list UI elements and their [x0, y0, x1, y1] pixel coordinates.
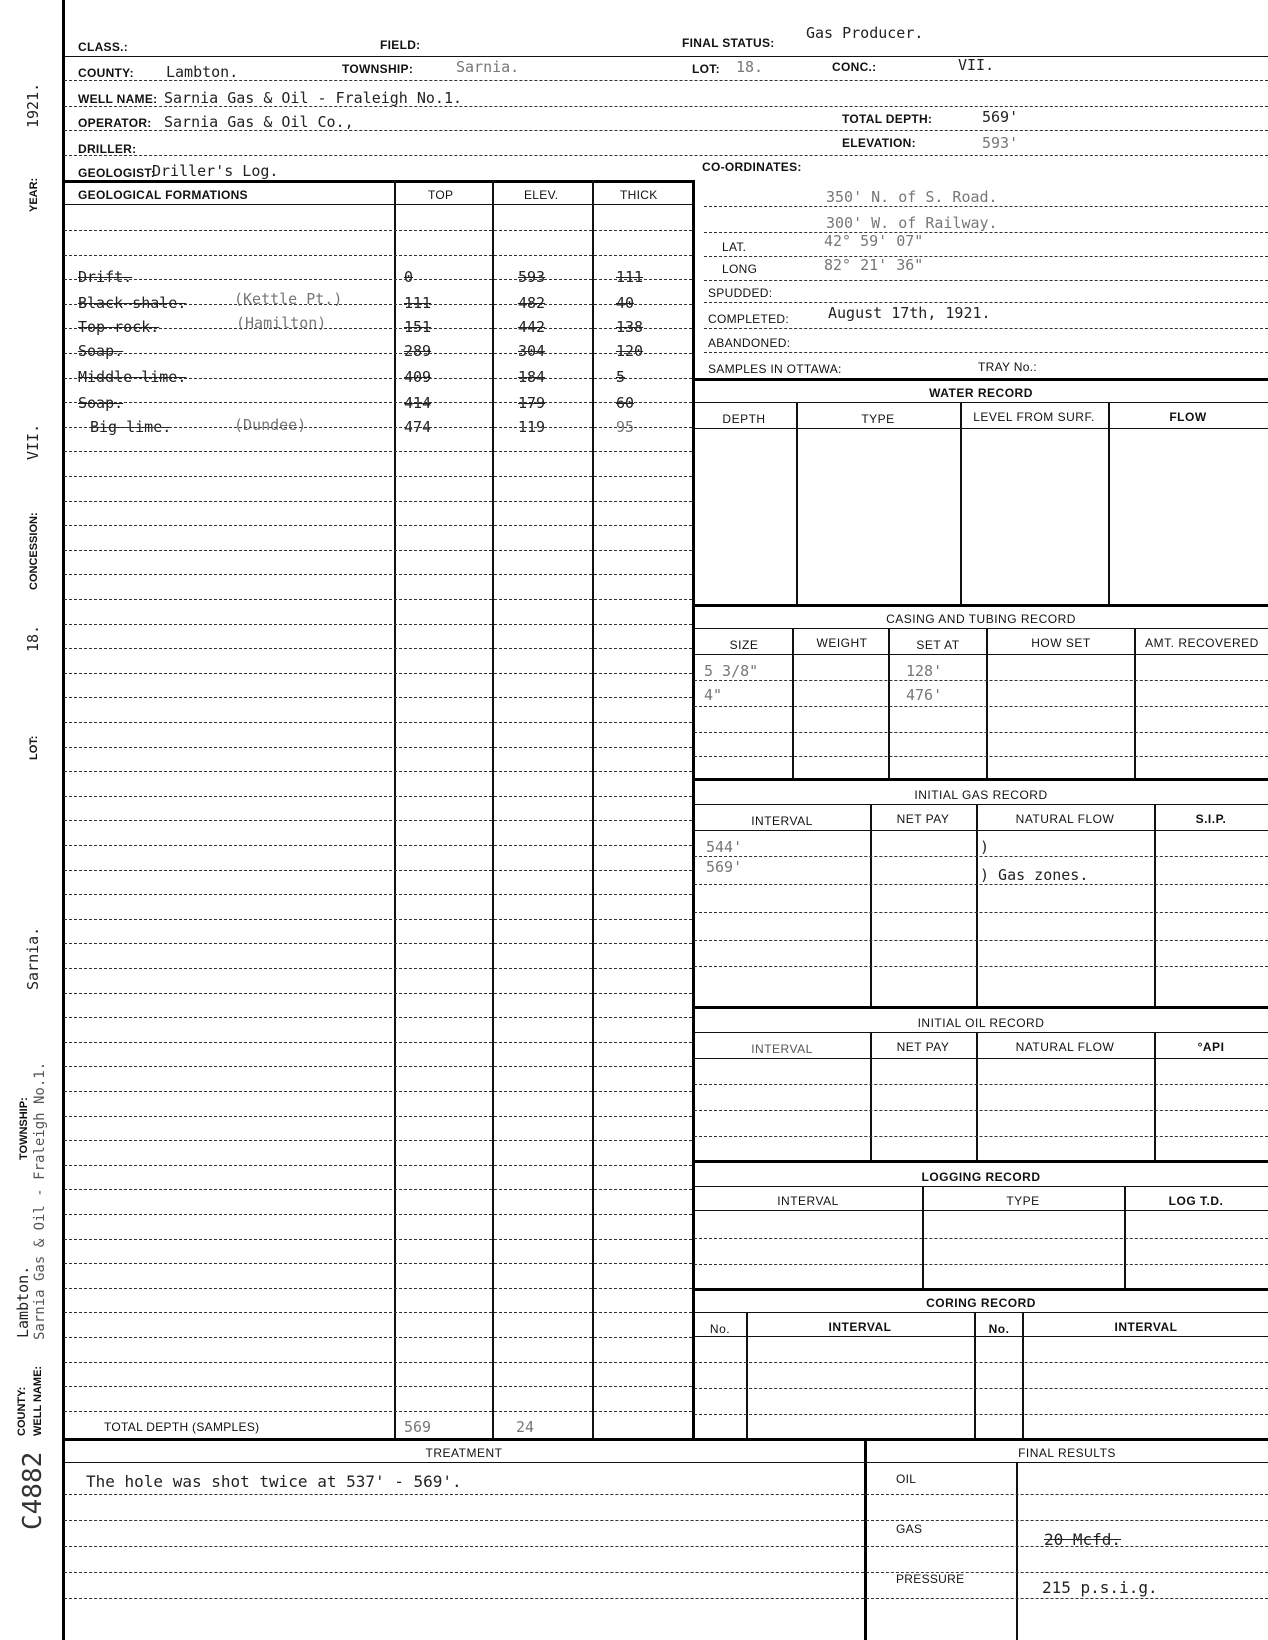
- sidebar-well-label: WELL NAME:: [32, 1365, 44, 1436]
- operator-label: OPERATOR:: [78, 116, 152, 130]
- formation-ruled-line: [64, 697, 692, 698]
- gas-rule-1: [694, 856, 1268, 857]
- formation-ruled-line: [64, 304, 692, 305]
- formations-col-divider-3: [592, 180, 594, 1438]
- field-label: FIELD:: [380, 38, 421, 52]
- results-pressure-value: 215 p.s.i.g.: [1042, 1578, 1158, 1597]
- total-depth-samples-elev: 24: [516, 1418, 535, 1436]
- top-header: TOP: [428, 188, 454, 202]
- sidebar-well-value: Sarnia Gas & Oil - Fraleigh No.1.: [32, 1061, 48, 1340]
- logging-record-title: LOGGING RECORD: [921, 1170, 1041, 1184]
- driller-label: DRILLER:: [78, 142, 137, 156]
- sidebar-county-value: Lambton.: [14, 1265, 32, 1338]
- casing-size: 4": [704, 686, 723, 704]
- lat-value: 42° 59' 07": [824, 232, 924, 250]
- water-title-rule: [694, 402, 1268, 403]
- coring-record-title: CORING RECORD: [926, 1296, 1036, 1310]
- results-rule-1: [866, 1494, 1268, 1495]
- formations-right-border: [692, 180, 695, 1438]
- coord-rule-5: [704, 302, 1268, 303]
- logging-rule-2: [694, 1264, 1268, 1265]
- results-rule-5: [866, 1598, 1268, 1599]
- formation-ruled-line: [64, 599, 692, 600]
- coring-divider-1: [746, 1312, 748, 1438]
- long-label: LONG: [722, 262, 758, 276]
- abandoned-label: ABANDONED:: [708, 336, 791, 350]
- gas-flow-2: ) Gas zones.: [980, 866, 1089, 884]
- county-value: Lambton.: [166, 63, 239, 81]
- gas-interval-2: 569': [706, 858, 743, 876]
- water-flow-header: FLOW: [1169, 410, 1207, 424]
- elev-header: ELEV.: [524, 188, 559, 202]
- gas-title-rule: [694, 804, 1268, 805]
- samples-in-ottawa-label: SAMPLES IN OTTAWA:: [708, 362, 842, 376]
- formation-top: 414: [404, 394, 432, 412]
- lat-label: LAT.: [722, 240, 747, 254]
- formation-ruled-line: [64, 1263, 692, 1264]
- document-number: C4882: [18, 1451, 48, 1530]
- sidebar-lot-label: LOT:: [28, 735, 40, 760]
- formation-ruled-line: [64, 1017, 692, 1018]
- formation-ruled-line: [64, 919, 692, 920]
- sidebar-year-label: YEAR:: [28, 177, 40, 212]
- gas-rule-5: [694, 966, 1268, 967]
- logging-divider-1: [922, 1186, 924, 1288]
- final-results-title: FINAL RESULTS: [1018, 1446, 1116, 1460]
- formation-thick: 120: [616, 342, 644, 360]
- oil-rule-3: [694, 1136, 1268, 1137]
- coring-title-rule: [694, 1312, 1268, 1313]
- treatment-rule-3: [64, 1546, 864, 1547]
- formation-ruled-line: [64, 673, 692, 674]
- oil-header-rule: [694, 1058, 1268, 1059]
- tray-label: TRAY No.:: [978, 360, 1037, 374]
- casing-amt-recovered-header: AMT. RECOVERED: [1145, 636, 1259, 650]
- formation-ruled-line: [64, 1288, 692, 1289]
- gas-divider-2: [976, 804, 978, 1006]
- casing-weight-header: WEIGHT: [816, 636, 868, 650]
- water-record-title: WATER RECORD: [929, 386, 1033, 400]
- formation-note: (Kettle Pt.): [234, 290, 343, 308]
- formation-elev: 593: [518, 268, 546, 286]
- formation-ruled-line: [64, 747, 692, 748]
- township-value: Sarnia.: [456, 58, 520, 76]
- casing-title-rule: [694, 628, 1268, 629]
- gas-bottom-rule: [694, 1006, 1268, 1009]
- formation-ruled-line: [64, 1239, 692, 1240]
- coordinates-label: CO-ORDINATES:: [702, 160, 802, 174]
- casing-set-at: 128': [906, 662, 943, 680]
- formation-ruled-line: [64, 1312, 692, 1313]
- water-depth-header: DEPTH: [722, 412, 766, 426]
- oil-api-header: °API: [1197, 1040, 1225, 1054]
- formation-top: 151: [404, 318, 432, 336]
- formation-elev: 304: [518, 342, 546, 360]
- formations-header: GEOLOGICAL FORMATIONS: [78, 188, 248, 202]
- conc-value: VII.: [958, 56, 995, 74]
- casing-set-at: 476': [906, 686, 943, 704]
- oil-interval-header: INTERVAL: [751, 1042, 813, 1056]
- treatment-rule-2: [64, 1520, 864, 1521]
- header-rule-6: [64, 180, 694, 183]
- coord-rule-4: [704, 280, 1268, 281]
- coring-rule-1: [694, 1362, 1268, 1363]
- coring-divider-2: [974, 1312, 976, 1438]
- formation-ruled-line: [64, 894, 692, 895]
- header-rule-2: [64, 80, 1268, 81]
- water-divider-3: [1108, 402, 1110, 604]
- casing-size: 5 3/8": [704, 662, 759, 680]
- oil-rule-1: [694, 1084, 1268, 1085]
- header-rule-5: [64, 155, 1268, 156]
- water-divider-1: [796, 402, 798, 604]
- gas-record-title: INITIAL GAS RECORD: [914, 788, 1048, 802]
- formation-ruled-line: [64, 1042, 692, 1043]
- coord-rule-2: [704, 232, 1268, 233]
- spudded-label: SPUDDED:: [708, 286, 773, 300]
- coring-rule-2: [694, 1388, 1268, 1389]
- total-depth-value: 569': [982, 108, 1019, 126]
- formation-ruled-line: [64, 402, 692, 403]
- elevation-value: 593': [982, 134, 1019, 152]
- results-gas-value: 20 Mcfd.: [1044, 1530, 1122, 1549]
- formation-ruled-line: [64, 845, 692, 846]
- total-depth-label: TOTAL DEPTH:: [842, 112, 933, 126]
- county-label: COUNTY:: [78, 66, 134, 80]
- long-value: 82° 21' 36": [824, 256, 924, 274]
- class-label: CLASS.:: [78, 40, 129, 54]
- treatment-results-divider: [864, 1438, 867, 1640]
- total-depth-samples-top: 569: [404, 1418, 432, 1436]
- sidebar-township-label: TOWNSHIP:: [18, 1097, 30, 1160]
- formation-elev: 179: [518, 394, 546, 412]
- final-status-value: Gas Producer.: [806, 24, 924, 42]
- treatment-title: TREATMENT: [425, 1446, 503, 1460]
- formation-top: 474: [404, 418, 432, 436]
- logging-rule-1: [694, 1238, 1268, 1239]
- thick-header: THICK: [620, 188, 658, 202]
- formation-ruled-line: [64, 1411, 692, 1412]
- oil-divider-1: [870, 1032, 872, 1160]
- casing-bottom-rule: [694, 778, 1268, 781]
- logging-interval-header: INTERVAL: [777, 1194, 839, 1208]
- completed-value: August 17th, 1921.: [828, 304, 991, 322]
- formation-elev: 119: [518, 418, 546, 436]
- formation-ruled-line: [64, 427, 692, 428]
- gas-rule-2: [694, 884, 1268, 885]
- formation-elev: 442: [518, 318, 546, 336]
- township-label: TOWNSHIP:: [342, 62, 414, 76]
- coring-no-header-1: No.: [709, 1322, 731, 1336]
- formation-ruled-line: [64, 255, 692, 256]
- formation-ruled-line: [64, 476, 692, 477]
- formation-ruled-line: [64, 1189, 692, 1190]
- formation-top: 111: [404, 294, 432, 312]
- casing-rule-1: [694, 680, 1268, 681]
- formation-ruled-line: [64, 796, 692, 797]
- well-name-value: Sarnia Gas & Oil - Fraleigh No.1.: [164, 89, 463, 107]
- formation-ruled-line: [64, 820, 692, 821]
- formations-header-rule: [64, 204, 694, 205]
- oil-net-pay-header: NET PAY: [896, 1040, 950, 1054]
- gas-divider-3: [1154, 804, 1156, 1006]
- casing-rule-4: [694, 756, 1268, 757]
- formation-elev: 184: [518, 368, 546, 386]
- formation-ruled-line: [64, 1386, 692, 1387]
- formation-name: Soap.: [78, 342, 124, 360]
- water-level-header: LEVEL FROM SURF.: [973, 410, 1095, 424]
- water-top-rule: [694, 378, 1268, 381]
- formation-ruled-line: [64, 230, 692, 231]
- operator-value: Sarnia Gas & Oil Co.,: [164, 113, 354, 131]
- water-divider-2: [960, 402, 962, 604]
- formation-ruled-line: [64, 943, 692, 944]
- casing-set-at-header: SET AT: [916, 638, 960, 652]
- coring-header-rule: [694, 1336, 1268, 1337]
- casing-record-title: CASING AND TUBING RECORD: [886, 612, 1076, 626]
- formation-name: Soap.: [78, 394, 124, 412]
- coord-rule-7: [704, 352, 1268, 353]
- results-rule-2: [866, 1520, 1268, 1521]
- coring-rule-3: [694, 1414, 1268, 1415]
- lot-label: LOT:: [692, 62, 720, 76]
- formation-ruled-line: [64, 722, 692, 723]
- treatment-title-rule: [64, 1462, 1268, 1463]
- formation-thick: 5: [616, 368, 626, 386]
- geologist-value: Driller's Log.: [152, 162, 279, 180]
- gas-sip-header: S.I.P.: [1195, 812, 1227, 826]
- formation-ruled-line: [64, 1165, 692, 1166]
- formation-ruled-line: [64, 1337, 692, 1338]
- header-rule-1: [64, 56, 1268, 57]
- elevation-label: ELEVATION:: [842, 136, 916, 150]
- formation-ruled-line: [64, 870, 692, 871]
- final-status-label: FINAL STATUS:: [682, 36, 775, 50]
- formation-name: Drift.: [78, 268, 133, 286]
- coordinates-line-2: 300' W. of Railway.: [826, 214, 998, 232]
- oil-title-rule: [694, 1032, 1268, 1033]
- coring-no-header-2: No.: [988, 1322, 1010, 1336]
- gas-interval-1: 544': [706, 838, 743, 856]
- results-gas-label: GAS: [896, 1522, 923, 1536]
- oil-divider-2: [976, 1032, 978, 1160]
- coring-interval-header-2: INTERVAL: [1114, 1320, 1178, 1334]
- results-label-divider: [1016, 1462, 1018, 1640]
- gas-flow-1: ): [980, 838, 990, 856]
- formation-name: Black shale.: [78, 294, 187, 312]
- formation-name: Big lime.: [90, 418, 172, 436]
- formation-ruled-line: [64, 279, 692, 280]
- logging-header-rule: [694, 1210, 1268, 1211]
- coring-divider-3: [1022, 1312, 1024, 1438]
- results-pressure-label: PRESSURE: [896, 1572, 965, 1586]
- formation-ruled-line: [64, 1116, 692, 1117]
- casing-header-rule: [694, 654, 1268, 655]
- oil-record-title: INITIAL OIL RECORD: [917, 1016, 1045, 1030]
- coord-rule-3: [704, 256, 1268, 257]
- formation-ruled-line: [64, 525, 692, 526]
- treatment-rule-1: [64, 1494, 864, 1495]
- formation-top: 0: [404, 268, 414, 286]
- conc-label: CONC.:: [832, 60, 877, 74]
- casing-rule-3: [694, 732, 1268, 733]
- oil-bottom-rule: [694, 1160, 1268, 1163]
- coord-rule-6: [704, 328, 1268, 329]
- treatment-rule-4: [64, 1572, 864, 1573]
- formation-ruled-line: [64, 328, 692, 329]
- logging-title-rule: [694, 1186, 1268, 1187]
- gas-divider-1: [870, 804, 872, 1006]
- formations-col-divider-2: [492, 180, 494, 1438]
- formation-ruled-line: [64, 968, 692, 969]
- formation-thick: 95: [616, 418, 635, 436]
- formation-thick: 138: [616, 318, 644, 336]
- lot-value: 18.: [736, 58, 764, 76]
- coring-interval-header-1: INTERVAL: [828, 1320, 892, 1334]
- casing-how-set-header: HOW SET: [1031, 636, 1091, 650]
- formation-note: (Dundee): [234, 416, 307, 434]
- gas-net-pay-header: NET PAY: [896, 812, 950, 826]
- formation-ruled-line: [64, 771, 692, 772]
- sidebar-concession-label: CONCESSION:: [28, 512, 40, 590]
- formation-ruled-line: [64, 648, 692, 649]
- header-rule-4: [64, 130, 1268, 131]
- coord-rule-1: [704, 206, 1268, 207]
- formation-ruled-line: [64, 501, 692, 502]
- coordinates-line-1: 350' N. of S. Road.: [826, 188, 998, 206]
- sidebar-county-label: COUNTY:: [16, 1386, 28, 1436]
- formation-elev: 482: [518, 294, 546, 312]
- formation-ruled-line: [64, 624, 692, 625]
- formation-ruled-line: [64, 574, 692, 575]
- total-depth-samples-label: TOTAL DEPTH (SAMPLES): [104, 1420, 260, 1434]
- gas-interval-header: INTERVAL: [751, 814, 813, 828]
- formation-ruled-line: [64, 1362, 692, 1363]
- gas-natural-flow-header: NATURAL FLOW: [1015, 812, 1115, 826]
- gas-rule-3: [694, 912, 1268, 913]
- formation-name: Middle lime.: [78, 368, 187, 386]
- formation-ruled-line: [64, 1066, 692, 1067]
- well-name-label: WELL NAME:: [78, 92, 158, 106]
- water-header-rule: [694, 428, 1268, 429]
- completed-label: COMPLETED:: [708, 312, 790, 326]
- header-rule-3: [64, 106, 1268, 107]
- sidebar-lot-value: 18.: [24, 624, 42, 652]
- oil-natural-flow-header: NATURAL FLOW: [1015, 1040, 1115, 1054]
- formation-ruled-line: [64, 451, 692, 452]
- casing-rule-2: [694, 706, 1268, 707]
- formation-name: Top rock.: [78, 318, 160, 336]
- oil-rule-2: [694, 1110, 1268, 1111]
- logging-bottom-rule: [694, 1288, 1268, 1291]
- water-bottom-rule: [694, 604, 1268, 607]
- formation-thick: 111: [616, 268, 644, 286]
- formation-ruled-line: [64, 550, 692, 551]
- formation-thick: 60: [616, 394, 635, 412]
- gas-rule-4: [694, 940, 1268, 941]
- formations-bottom-rule: [64, 1438, 1268, 1441]
- formation-ruled-line: [64, 378, 692, 379]
- logging-type-header: TYPE: [1006, 1194, 1040, 1208]
- sidebar-concession-value: VII.: [24, 423, 42, 460]
- geologist-label: GEOLOGIST:: [78, 166, 156, 180]
- formation-top: 289: [404, 342, 432, 360]
- logging-divider-2: [1124, 1186, 1126, 1288]
- formation-ruled-line: [64, 1140, 692, 1141]
- formations-col-divider-1: [394, 180, 396, 1438]
- results-oil-label: OIL: [896, 1472, 917, 1486]
- sidebar-year-value: 1921.: [24, 82, 42, 128]
- formation-top: 409: [404, 368, 432, 386]
- formation-ruled-line: [64, 993, 692, 994]
- formation-ruled-line: [64, 1091, 692, 1092]
- sidebar-township-value: Sarnia.: [24, 926, 42, 990]
- treatment-text: The hole was shot twice at 537' - 569'.: [86, 1472, 462, 1491]
- oil-divider-3: [1154, 1032, 1156, 1160]
- results-rule-3: [866, 1546, 1268, 1547]
- water-type-header: TYPE: [861, 412, 895, 426]
- logging-log-td-header: LOG T.D.: [1168, 1194, 1224, 1208]
- gas-header-rule: [694, 830, 1268, 831]
- formation-ruled-line: [64, 353, 692, 354]
- formation-note: (Hamilton): [236, 314, 327, 332]
- formation-ruled-line: [64, 1214, 692, 1215]
- casing-size-header: SIZE: [729, 638, 759, 652]
- formation-thick: 40: [616, 294, 635, 312]
- treatment-rule-5: [64, 1598, 864, 1599]
